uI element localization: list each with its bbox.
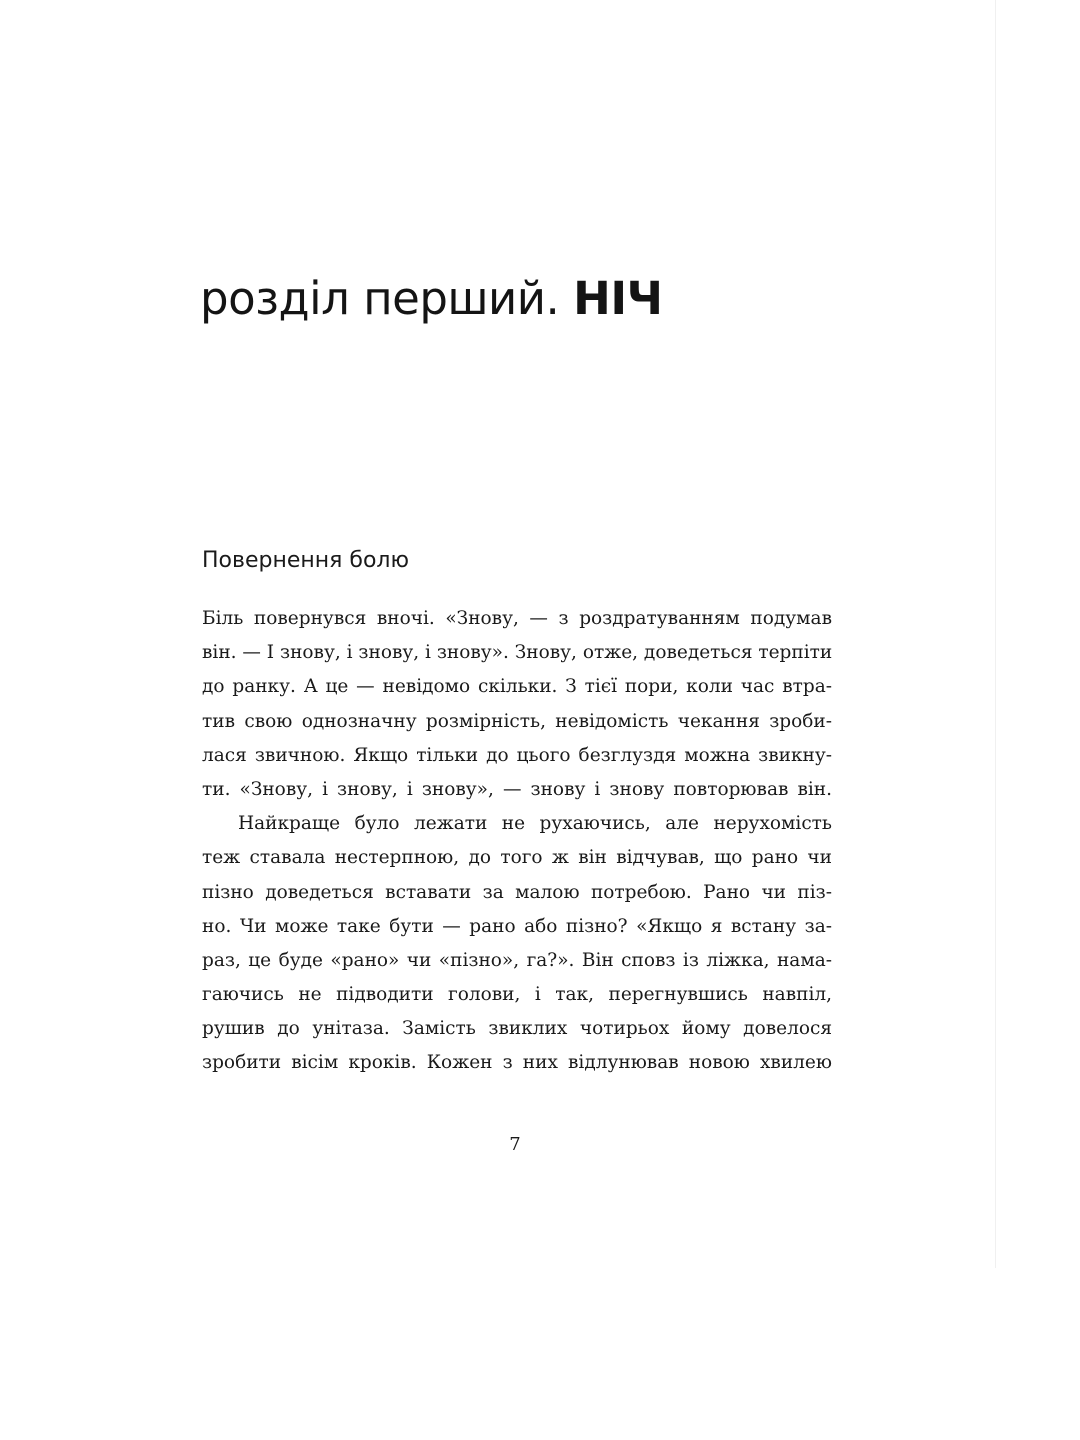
text-line: но. Чи може таке бути — рано або пізно? «Якщо я встану за-	[202, 915, 832, 937]
text-line: теж ставала нестерпною, до того ж він відчував, що рано чи	[202, 847, 832, 869]
text-line: він. — І знову, і знову, і знову». Знову, отже, доведеться терпіти	[202, 642, 833, 664]
text-line: тив свою однозначну розмірність, невідомість чекання зроби-	[202, 710, 832, 732]
text-line: пізно доведеться вставати за малою потребою. Рано чи піз-	[202, 881, 832, 903]
text-line: ти. «Знову, і знову, і знову», — знову і знову повторював він.	[202, 778, 832, 800]
text-line: до ранку. А це — невідомо скільки. З тієї пори, коли час втра-	[202, 676, 832, 698]
text-line: гаючись не підводити голови, і так, перегнувшись навпіл,	[202, 984, 832, 1006]
text-line: Біль повернувся вночі. «Знову, — з роздратуванням подумав	[202, 608, 832, 629]
page-number: 7	[509, 1134, 521, 1155]
page-edge-divider	[995, 0, 996, 1268]
text-line: раз, це буде «рано» чи «пізно», га?». Він сповз із ліжка, нама-	[202, 949, 832, 971]
text-line: рушив до унітаза. Замість звиклих чотирьох йому довелося	[202, 1018, 832, 1040]
chapter-title-light: розділ перший.	[200, 272, 560, 325]
chapter-title-bold: НІЧ	[573, 272, 663, 325]
text-line: зробити вісім кроків. Кожен з них відлунював новою хвилею	[202, 1052, 832, 1074]
section-heading: Повернення болю	[202, 548, 409, 573]
text-line: Найкраще було лежати не рухаючись, але нерухомість	[238, 813, 832, 835]
body-text	[202, 602, 832, 1081]
chapter-title	[200, 272, 662, 325]
text-line: лася звичною. Якщо тільки до цього безглуздя можна звикну-	[202, 744, 832, 766]
